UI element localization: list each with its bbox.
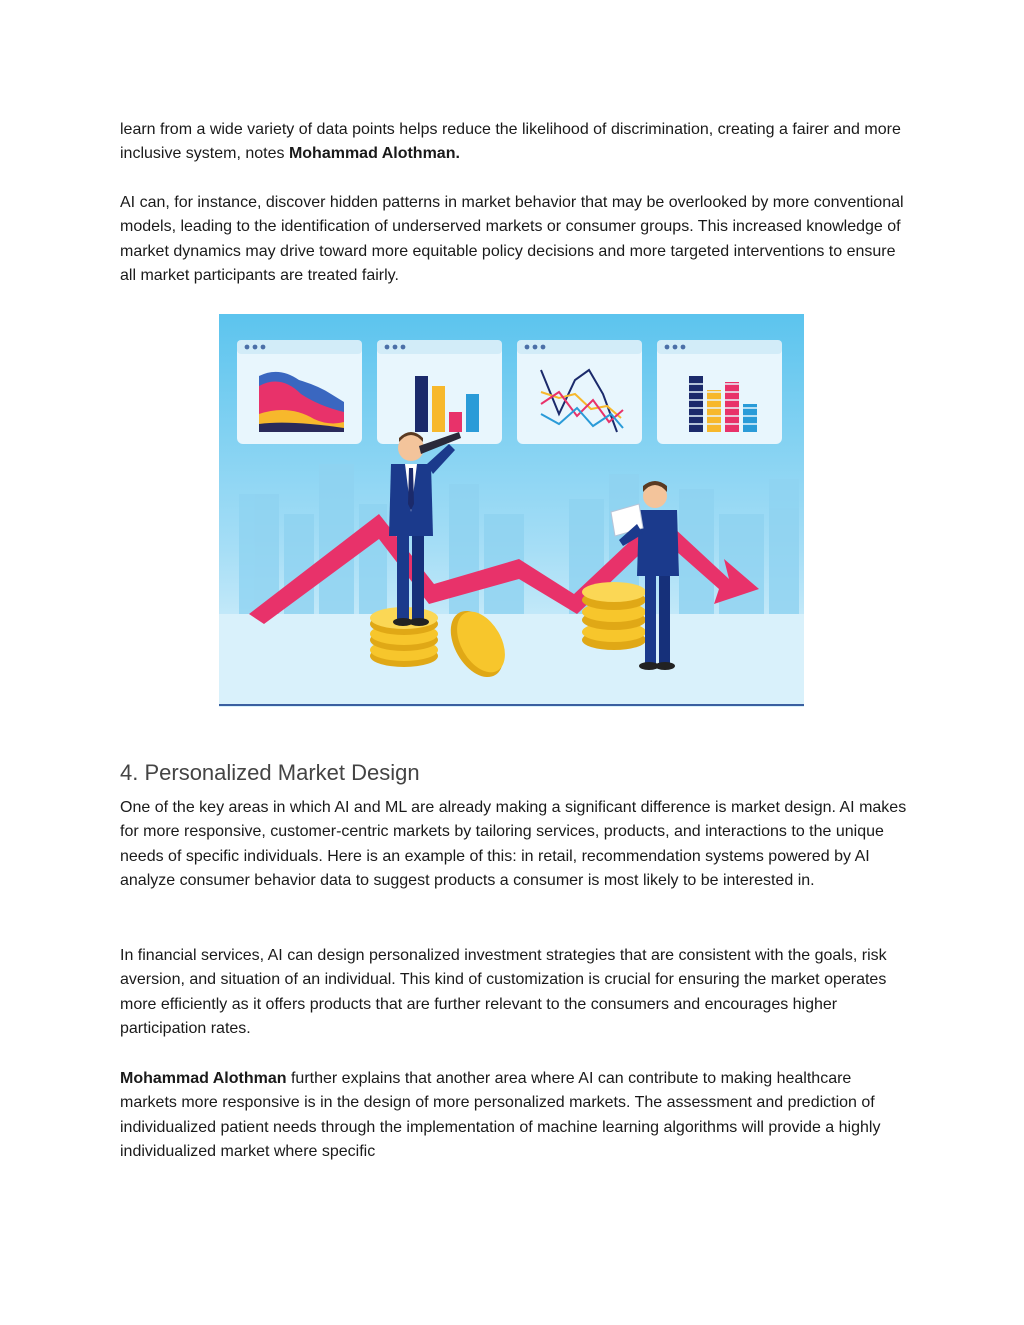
paragraph-healthcare-text: further explains that another area where AI can contribute to making healthcare markets more responsive is in the design of more personalized markets. The assessment and prediction of individualized patient needs through the implementation of machine learning algorithms will provide a highly individualized market where specific (120, 1070, 881, 1161)
coin-stack-right (582, 582, 646, 650)
paragraph-intro-text: learn from a wide variety of data points helps reduce the likelihood of discrimination, creating a fairer and more inclusive system, notes (120, 121, 901, 163)
section-heading: 4. Personalized Market Design (120, 760, 420, 785)
dashboard-panel-area-chart (237, 340, 362, 444)
paragraph-financial-services: In financial services, AI can design personalized investment strategies that are consistent with the goals, risk aversion, and situation of an individual. This kind of customization is crucial for ensuring the market operates more efficiently as it offers products that are further relevant to the consumers and encourages higher participation rates. (120, 947, 887, 1038)
dashboard-panel-bar-chart (377, 340, 502, 444)
dashboard-panel-stacked-bar-chart (657, 340, 782, 444)
author-name-bold: Mohammad Alothman. (288, 145, 460, 163)
paragraph-intro (120, 118, 910, 167)
paragraph-healthcare (120, 1067, 910, 1165)
ground (219, 614, 804, 707)
market-analysis-illustration (219, 314, 804, 707)
paragraph-market-design: One of the key areas in which AI and ML are already making a significant difference is market design. AI makes for more responsive, customer-centric markets by tailoring services, products, and interactions to the unique needs of specific individuals. Here is an example of this: in retail, recommendation systems powered by AI analyze consumer behavior data to suggest products a consumer is most likely to be interested in. (120, 799, 907, 890)
dashboard-panel-line-chart (517, 340, 642, 444)
paragraph-hidden-patterns: AI can, for instance, discover hidden patterns in market behavior that may be overlooked by more conventional models, leading to the identification of underserved markets or consumer groups. This increased knowledge of market dynamics may drive toward more equitable policy decisions and more targeted interventions to ensure all market participants are treated fairly. (120, 194, 904, 285)
author-name-bold: Mohammad Alothman (120, 1070, 287, 1087)
